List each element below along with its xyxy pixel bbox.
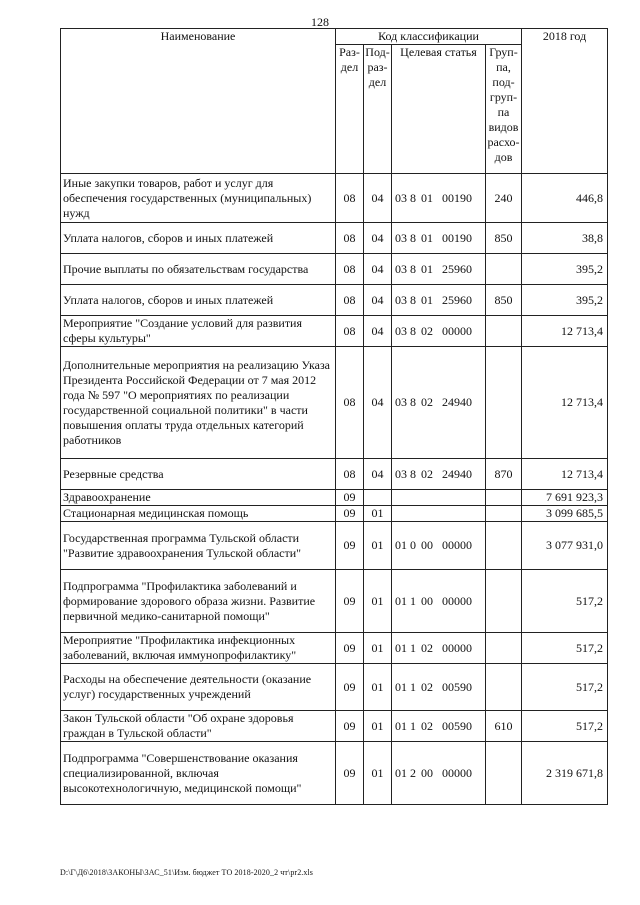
- row-amount: 38,8: [522, 223, 608, 254]
- row-section: 09: [336, 506, 364, 522]
- target-program: 03: [395, 395, 407, 409]
- row-amount: 446,8: [522, 174, 608, 223]
- target-event: 02: [421, 640, 433, 655]
- target-direction: 00190: [442, 230, 472, 245]
- row-name: Здравоохранение: [61, 490, 336, 506]
- row-target-article: [392, 347, 486, 459]
- target-subprogram: 1: [410, 593, 416, 608]
- target-event: 01: [421, 230, 433, 245]
- header-target-article: Целевая статья: [392, 45, 486, 174]
- row-section: 09: [336, 522, 364, 570]
- header-subsection: Под- раз- дел: [364, 45, 392, 174]
- target-direction: 00000: [442, 323, 472, 338]
- row-expense-group: 850: [486, 285, 522, 316]
- row-section: 08: [336, 316, 364, 347]
- table-row: [61, 459, 608, 490]
- row-target-article: [392, 223, 486, 254]
- file-path-footer: D:\Г\Д6\2018\ЗАКОНЫ\ЗАС_51\Изм. бюджет ТО 2018-2020_2 чт\pr2.xls: [60, 868, 314, 877]
- row-expense-group: [486, 347, 522, 459]
- row-amount: 517,2: [522, 570, 608, 633]
- row-target-article: [392, 490, 486, 506]
- target-direction: 00000: [442, 640, 472, 655]
- target-program: 01: [395, 765, 407, 780]
- row-name: Дополнительные мероприятия на реализацию Указа Президента Российской Федерации от 7 мая 2012 года № 597 "О мероприятиях по реализации государственной социальной политики" в части повышения оплаты труда отдельных категорий работников: [61, 347, 336, 459]
- row-amount: 517,2: [522, 664, 608, 711]
- row-target-article: [392, 174, 486, 223]
- target-subprogram: 8: [410, 230, 416, 245]
- target-event: 01: [421, 190, 433, 205]
- target-program: 03: [395, 292, 407, 307]
- row-expense-group: [486, 490, 522, 506]
- table-row: [61, 347, 608, 459]
- row-section: 08: [336, 285, 364, 316]
- row-expense-group: [486, 570, 522, 633]
- target-direction: 00190: [442, 190, 472, 205]
- table-row: [61, 633, 608, 664]
- target-direction: 00590: [442, 679, 472, 694]
- row-subsection: 01: [364, 570, 392, 633]
- target-event: 02: [421, 718, 433, 733]
- target-program: 01: [395, 593, 407, 608]
- target-subprogram: 1: [410, 679, 416, 694]
- row-target-article: [392, 633, 486, 664]
- row-target-article: [392, 522, 486, 570]
- target-program: 01: [395, 538, 407, 552]
- target-program: 03: [395, 230, 407, 245]
- table-row: [61, 254, 608, 285]
- row-amount: 395,2: [522, 254, 608, 285]
- target-direction: 24940: [442, 395, 472, 409]
- table-row: [61, 174, 608, 223]
- row-expense-group: [486, 506, 522, 522]
- target-subprogram: 1: [410, 640, 416, 655]
- row-expense-group: 240: [486, 174, 522, 223]
- row-target-article: [392, 316, 486, 347]
- row-target-article: [392, 570, 486, 633]
- row-amount: 3 099 685,5: [522, 506, 608, 522]
- target-direction: 00000: [442, 593, 472, 608]
- target-event: 01: [421, 292, 433, 307]
- row-amount: 12 713,4: [522, 316, 608, 347]
- row-name: Уплата налогов, сборов и иных платежей: [61, 223, 336, 254]
- row-subsection: 01: [364, 664, 392, 711]
- target-event: 02: [421, 466, 433, 481]
- target-direction: 00000: [442, 765, 472, 780]
- target-event: 00: [421, 765, 433, 780]
- row-expense-group: [486, 254, 522, 285]
- row-name: Расходы на обеспечение деятельности (оказание услуг) государственных учреждений: [61, 664, 336, 711]
- row-subsection: 01: [364, 633, 392, 664]
- row-subsection: 01: [364, 742, 392, 805]
- row-section: 08: [336, 174, 364, 223]
- row-expense-group: [486, 742, 522, 805]
- target-subprogram: 8: [410, 323, 416, 338]
- row-subsection: 04: [364, 174, 392, 223]
- table-body: [61, 174, 608, 805]
- row-amount: 2 319 671,8: [522, 742, 608, 805]
- header-year: 2018 год: [522, 29, 608, 174]
- target-event: 02: [421, 395, 433, 409]
- row-expense-group: [486, 316, 522, 347]
- budget-table: [60, 28, 608, 805]
- table-row: [61, 223, 608, 254]
- target-program: 01: [395, 679, 407, 694]
- target-event: 02: [421, 679, 433, 694]
- page-number: 128: [311, 15, 329, 29]
- target-program: 03: [395, 466, 407, 481]
- target-subprogram: 8: [410, 190, 416, 205]
- target-subprogram: 0: [410, 538, 416, 552]
- table-row: [61, 742, 608, 805]
- row-target-article: [392, 506, 486, 522]
- target-program: 01: [395, 718, 407, 733]
- target-subprogram: 8: [410, 395, 416, 409]
- table-row: [61, 570, 608, 633]
- target-subprogram: 8: [410, 466, 416, 481]
- row-expense-group: 850: [486, 223, 522, 254]
- row-section: 09: [336, 490, 364, 506]
- row-target-article: [392, 285, 486, 316]
- row-amount: 12 713,4: [522, 459, 608, 490]
- row-target-article: [392, 459, 486, 490]
- target-program: 01: [395, 640, 407, 655]
- target-program: 03: [395, 323, 407, 338]
- header-expense-group: Груп- па, под- груп- па видов расхо- дов: [486, 45, 522, 174]
- row-section: 08: [336, 254, 364, 285]
- target-event: 00: [421, 593, 433, 608]
- target-program: 03: [395, 261, 407, 276]
- row-name: Мероприятие "Создание условий для развития сферы культуры": [61, 316, 336, 347]
- row-name: Государственная программа Тульской области "Развитие здравоохранения Тульской области": [61, 522, 336, 570]
- row-subsection: 04: [364, 223, 392, 254]
- row-name: Прочие выплаты по обязательствам государства: [61, 254, 336, 285]
- target-event: 00: [421, 538, 433, 552]
- row-subsection: 04: [364, 316, 392, 347]
- row-subsection: 01: [364, 506, 392, 522]
- row-section: 09: [336, 633, 364, 664]
- row-amount: 7 691 923,3: [522, 490, 608, 506]
- table-row: [61, 711, 608, 742]
- row-name: Подпрограмма "Совершенствование оказания специализированной, включая высокотехнологичную, медицинской помощи": [61, 742, 336, 805]
- table-row: [61, 522, 608, 570]
- row-target-article: [392, 664, 486, 711]
- table-row: [61, 316, 608, 347]
- row-subsection: 04: [364, 459, 392, 490]
- row-expense-group: [486, 522, 522, 570]
- row-subsection: 04: [364, 285, 392, 316]
- row-subsection: 01: [364, 711, 392, 742]
- row-section: 09: [336, 664, 364, 711]
- row-target-article: [392, 742, 486, 805]
- target-event: 02: [421, 323, 433, 338]
- row-section: 08: [336, 459, 364, 490]
- row-name: Иные закупки товаров, работ и услуг для обеспечения государственных (муниципальных) нужд: [61, 174, 336, 223]
- row-expense-group: [486, 633, 522, 664]
- row-subsection: 04: [364, 254, 392, 285]
- row-target-article: [392, 711, 486, 742]
- target-program: 03: [395, 190, 407, 205]
- target-direction: 25960: [442, 261, 472, 276]
- row-target-article: [392, 254, 486, 285]
- target-subprogram: 1: [410, 718, 416, 733]
- target-direction: 25960: [442, 292, 472, 307]
- row-name: Стационарная медицинская помощь: [61, 506, 336, 522]
- target-direction: 24940: [442, 466, 472, 481]
- row-amount: 395,2: [522, 285, 608, 316]
- row-section: 08: [336, 223, 364, 254]
- target-direction: 00000: [442, 538, 472, 552]
- target-event: 01: [421, 261, 433, 276]
- row-amount: 517,2: [522, 633, 608, 664]
- row-section: 09: [336, 570, 364, 633]
- row-amount: 3 077 931,0: [522, 522, 608, 570]
- row-expense-group: 610: [486, 711, 522, 742]
- target-subprogram: 8: [410, 261, 416, 276]
- row-section: 09: [336, 742, 364, 805]
- row-name: Подпрограмма "Профилактика заболеваний и формирование здорового образа жизни. Развитие первичной медико-санитарной помощи": [61, 570, 336, 633]
- row-section: 08: [336, 347, 364, 459]
- header-name: Наименование: [61, 29, 336, 174]
- row-subsection: [364, 490, 392, 506]
- row-amount: 517,2: [522, 711, 608, 742]
- row-subsection: 01: [364, 522, 392, 570]
- table-row: [61, 664, 608, 711]
- row-name: Резервные средства: [61, 459, 336, 490]
- target-subprogram: 2: [410, 765, 416, 780]
- row-expense-group: 870: [486, 459, 522, 490]
- row-amount: 12 713,4: [522, 347, 608, 459]
- table-row: [61, 285, 608, 316]
- row-name: Уплата налогов, сборов и иных платежей: [61, 285, 336, 316]
- row-name: Мероприятие "Профилактика инфекционных заболеваний, включая иммунопрофилактику": [61, 633, 336, 664]
- row-subsection: 04: [364, 347, 392, 459]
- target-subprogram: 8: [410, 292, 416, 307]
- header-section: Раз- дел: [336, 45, 364, 174]
- row-expense-group: [486, 664, 522, 711]
- row-name: Закон Тульской области "Об охране здоровья граждан в Тульской области": [61, 711, 336, 742]
- row-section: 09: [336, 711, 364, 742]
- table-row: [61, 506, 608, 522]
- target-direction: 00590: [442, 718, 472, 733]
- header-classification-code: Код классификации: [336, 29, 522, 45]
- table-row: [61, 490, 608, 506]
